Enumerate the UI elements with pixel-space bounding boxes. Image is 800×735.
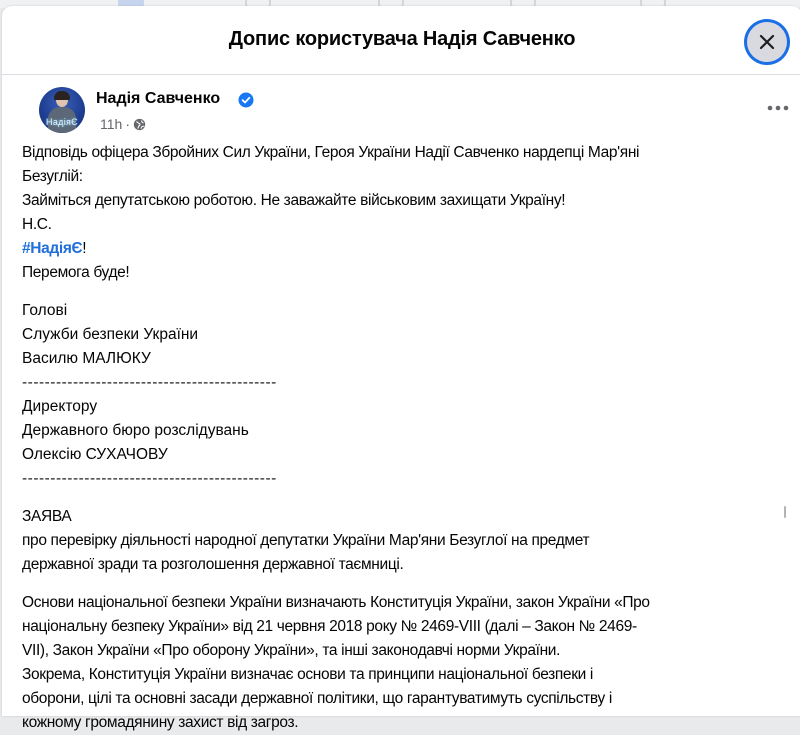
text-line: Н.С. (22, 216, 52, 233)
closing-line: Перемога буде! (22, 264, 130, 281)
hashtag-suffix: ! (82, 240, 87, 257)
text-line: державної зради та розголошення державної таємниці. (22, 556, 404, 573)
post (2, 75, 800, 735)
globe-icon (133, 118, 146, 131)
text-line: Голові (22, 302, 68, 319)
statement-paragraph (22, 591, 782, 735)
separator-line: --------------------------------------------- (22, 470, 277, 487)
text-line: Основи національної безпеки України визначають Конституція України, закон України «Про (22, 594, 650, 611)
statement-title: ЗАЯВА (22, 508, 72, 525)
text-line: про перевірку діяльності народної депутатки України Мар'яни Безуглої на предмет (22, 532, 590, 549)
hashtag-line (22, 237, 782, 261)
text-line: Безуглій: (22, 168, 83, 185)
text-line: Відповідь офіцера Збройних Сил України, Героя України Надії Савченко нардепці Мар'яні (22, 144, 640, 161)
avatar-logo-text: НадіяЄ (46, 117, 78, 127)
post-time[interactable]: 11h (100, 116, 123, 132)
close-icon (758, 33, 776, 51)
text-line: VII), Закон України «Про оборону України», та інші законодавчі норми України. (22, 642, 561, 659)
scrollbar-thumb[interactable] (784, 506, 786, 518)
hashtag-link[interactable]: #НадіяЄ (22, 240, 83, 257)
meta-separator: · (125, 116, 130, 132)
statement-heading (22, 505, 782, 577)
avatar-figure-hair (54, 91, 70, 100)
author-name[interactable]: Надія Савченко (96, 90, 221, 107)
text-line: Займіться депутатською роботою. Не заважайте військовим захищати Україну! (22, 192, 566, 209)
more-options-icon (767, 105, 789, 111)
avatar[interactable] (39, 87, 85, 133)
addressee-sbu (22, 299, 782, 395)
dialog-header (2, 6, 800, 75)
post-meta (100, 116, 146, 132)
dialog-title: Допис користувача Надія Савченко (228, 28, 576, 50)
text-line: національну безпеку України» від 21 червня 2018 року № 2469-VIII (далі – Закон № 2469- (22, 618, 637, 635)
text-line: Зокрема, Конституція України визначає основи та принципи національної безпеки і (22, 666, 593, 683)
separator-line: --------------------------------------------- (22, 374, 277, 391)
more-options-button[interactable] (760, 93, 796, 123)
text-line: Олексію СУХАЧОВУ (22, 446, 168, 463)
post-intro (22, 141, 782, 285)
text-line: Директору (22, 398, 98, 415)
text-line: кожному громадянину захист від загроз. (22, 714, 299, 731)
text-line: Державного бюро розслідувань (22, 422, 249, 439)
post-dialog (2, 6, 800, 731)
text-line: Василю МАЛЮКУ (22, 350, 151, 367)
text-line: Служби безпеки України (22, 326, 199, 343)
post-body (20, 141, 800, 735)
post-header (20, 75, 800, 141)
verified-badge-icon (238, 92, 254, 108)
close-button[interactable] (747, 22, 787, 62)
text-line: оборони, цілі та основні засади державної політики, що гарантуватимуть суспільству і (22, 690, 612, 707)
addressee-dbr (22, 395, 782, 491)
